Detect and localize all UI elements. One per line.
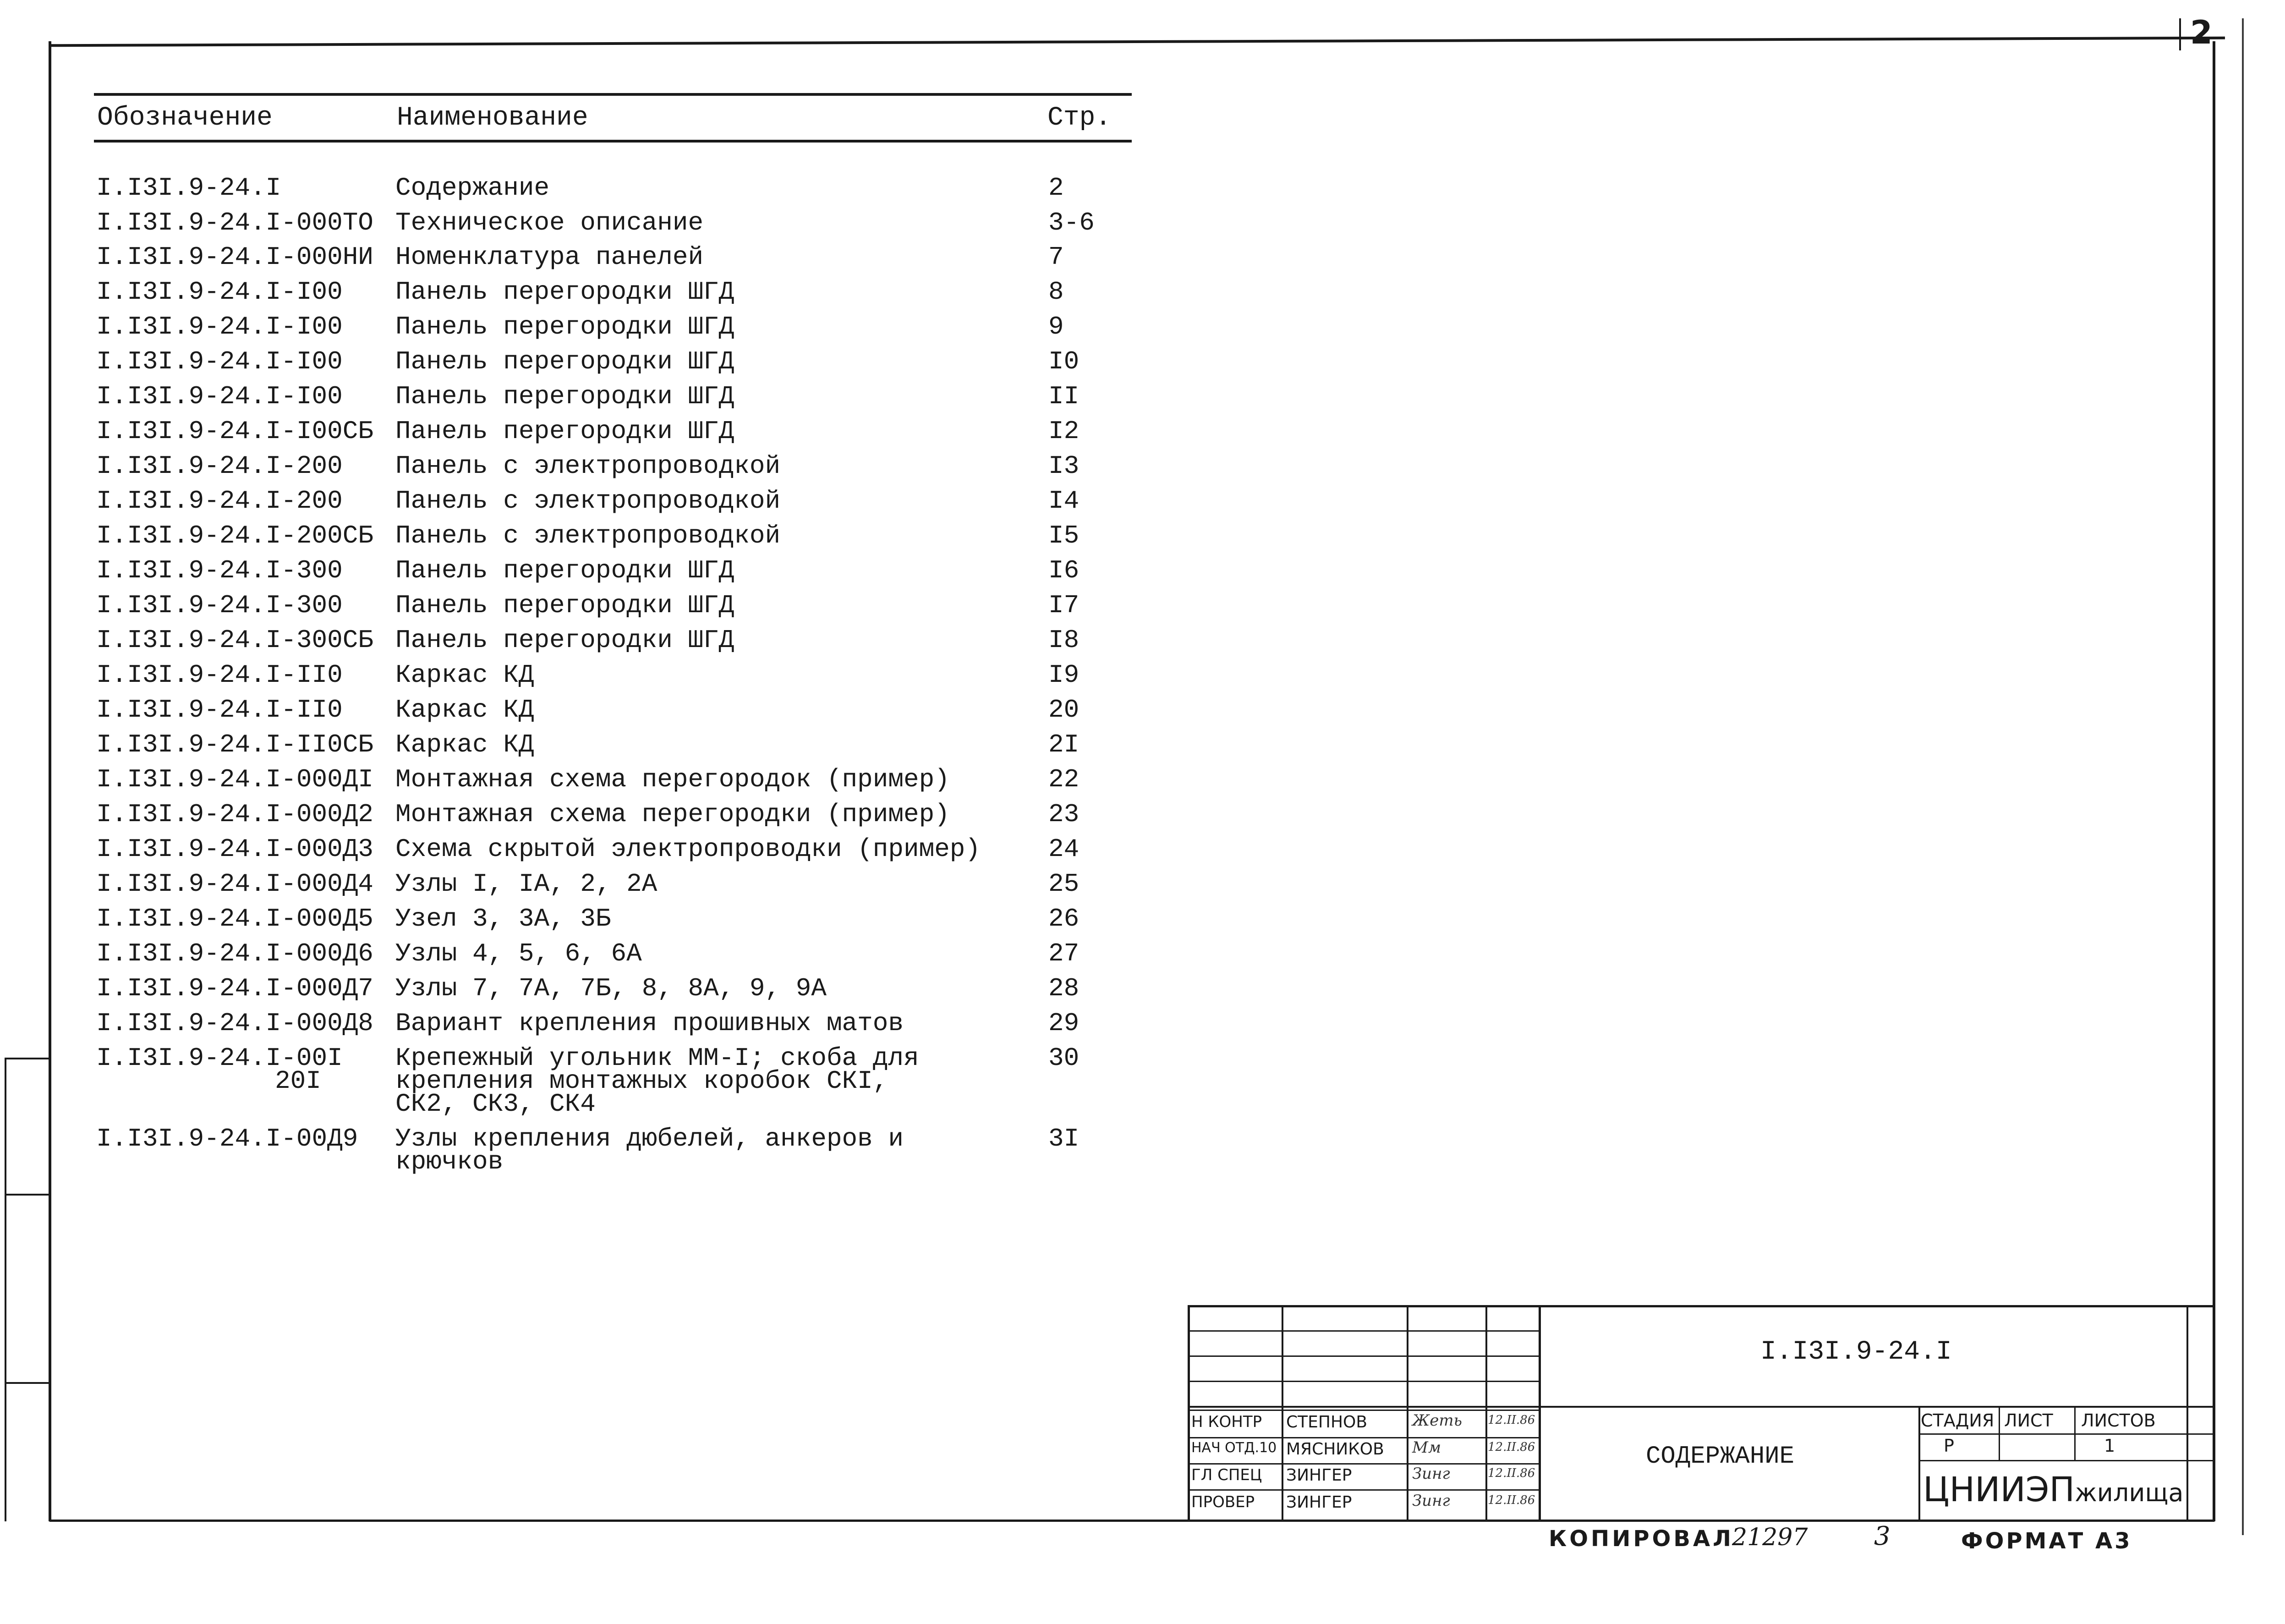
row-name: Панель перегородки ШГД [395, 625, 734, 655]
sheet-value: 1 [2104, 1436, 2115, 1456]
row-name: Панель с электропроводкой [395, 521, 781, 550]
row-name: Монтажная схема перегородки (пример) [395, 800, 950, 829]
row-code: I.I3I.9-24.I-000Д4 [96, 869, 373, 899]
row-code: I.I3I.9-24.I [96, 173, 281, 203]
row-code: I.I3I.9-24.I-000Д5 [96, 904, 373, 933]
table-row [0, 626, 1145, 661]
tb-grid [1188, 1437, 1540, 1438]
organization-suffix: жилища [2075, 1478, 2184, 1507]
row-code: I.I3I.9-24.I-I00СБ [96, 417, 373, 446]
row-page: I5 [1048, 521, 1079, 550]
row-page: 8 [1048, 277, 1064, 307]
row-code: I.I3I.9-24.I-I00 [96, 382, 343, 411]
row-code: I.I3I.9-24.I-I00 [96, 312, 343, 341]
table-row [0, 835, 1145, 870]
table-row [0, 940, 1145, 975]
row-page: I8 [1048, 625, 1079, 655]
header-name: Наименование [397, 103, 588, 133]
row-page: 2I [1048, 730, 1079, 759]
row-code: I.I3I.9-24.I-300 [96, 591, 343, 620]
table-row [0, 278, 1145, 313]
table-row [0, 592, 1145, 626]
row-name: Схема скрытой электропроводки (пример) [395, 834, 981, 864]
table-row [0, 1125, 1145, 1180]
sheet-tab-line [2179, 18, 2181, 50]
row-name: Каркас КД [395, 660, 534, 690]
table-row [0, 383, 1145, 417]
sig-name: СТЕПНОВ [1286, 1413, 1368, 1432]
row-code: I.I3I.9-24.I-000Д8 [96, 1009, 373, 1038]
row-code: I.I3I.9-24.I-000Д7 [96, 974, 373, 1003]
row-page: I9 [1048, 660, 1079, 690]
table-row [0, 557, 1145, 592]
table-row [0, 417, 1145, 452]
row-page: 27 [1048, 939, 1079, 968]
row-name: Панель перегородки ШГД [395, 417, 734, 446]
row-code: I.I3I.9-24.I-000Д6 [96, 939, 373, 968]
table-row [0, 870, 1145, 905]
tb-grid [1188, 1355, 1540, 1357]
sig-signature: Жеть [1412, 1411, 1463, 1430]
row-code: I.I3I.9-24.I-200 [96, 451, 343, 481]
sig-date: 12.II.86 [1488, 1440, 1535, 1454]
tb-grid [1282, 1305, 1283, 1521]
binding-strip-mid2 [5, 1382, 49, 1384]
tb-grid [1918, 1433, 2214, 1435]
row-name: Панель с электропроводкой [395, 486, 781, 516]
tb-grid [1407, 1305, 1408, 1521]
sig-signature: Зинг [1412, 1465, 1450, 1483]
table-row [0, 452, 1145, 487]
row-page: I6 [1048, 556, 1079, 585]
row-page: II [1048, 382, 1079, 411]
sig-name: ЗИНГЕР [1286, 1493, 1352, 1512]
row-code: I.I3I.9-24.I-000ТО [96, 208, 373, 237]
row-code: I.I3I.9-24.I-II0 [96, 660, 343, 690]
row-name-line2: крючков [395, 1147, 504, 1176]
doc-code: I.I3I.9-24.I [1760, 1337, 1952, 1367]
copy-page: 3 [1874, 1521, 1890, 1551]
row-page: 22 [1048, 765, 1079, 794]
row-code: I.I3I.9-24.I-II0СБ [96, 730, 373, 759]
sig-signature: Мм [1412, 1438, 1441, 1457]
tb-top [1188, 1305, 2214, 1307]
row-code: I.I3I.9-24.I-200 [96, 486, 343, 516]
table-row [0, 696, 1145, 731]
tb-grid [1188, 1406, 2214, 1408]
organization [1923, 1470, 2183, 1509]
sig-name: ЗИНГЕР [1286, 1466, 1352, 1485]
table-row [0, 975, 1145, 1010]
sig-role: НАЧ ОТД.10 [1191, 1440, 1277, 1456]
row-page: 23 [1048, 800, 1079, 829]
table-row [0, 313, 1145, 348]
copy-number: 21297 [1732, 1524, 1808, 1551]
row-name-line2: крепления монтажных коробок СКI, [395, 1066, 888, 1096]
tb-grid [1188, 1381, 1540, 1382]
row-name: Панель перегородки ШГД [395, 277, 734, 307]
tb-grid [1999, 1406, 2000, 1461]
table-row [0, 1010, 1145, 1044]
row-code: I.I3I.9-24.I-200СБ [96, 521, 373, 550]
row-name: Узлы 4, 5, 6, 6А [395, 939, 642, 968]
row-name: Панель перегородки ШГД [395, 556, 734, 585]
copied-label: КОПИРОВАЛ [1549, 1526, 1734, 1552]
row-code: I.I3I.9-24.I-I00 [96, 277, 343, 307]
row-name: Узлы 7, 7А, 7Б, 8, 8А, 9, 9А [395, 974, 827, 1003]
row-page: 7 [1048, 242, 1064, 272]
table-row [0, 1044, 1145, 1127]
row-page: 30 [1048, 1043, 1079, 1073]
row-page: 28 [1048, 974, 1079, 1003]
table-row [0, 661, 1145, 696]
row-code: I.I3I.9-24.I-I00 [96, 347, 343, 376]
row-name: Узел 3, 3А, 3Б [395, 904, 611, 933]
table-row [0, 174, 1145, 209]
table-row [0, 731, 1145, 766]
row-page: 26 [1048, 904, 1079, 933]
row-code: I.I3I.9-24.I-300СБ [96, 625, 373, 655]
sheet-label: ЛИСТ [2004, 1410, 2053, 1431]
row-code: I.I3I.9-24.I-000Д2 [96, 800, 373, 829]
sig-date: 12.II.86 [1488, 1413, 1535, 1427]
row-code: I.I3I.9-24.I-II0 [96, 695, 343, 724]
tb-grid [1188, 1463, 1540, 1465]
table-row [0, 209, 1145, 244]
tb-grid [1485, 1305, 1487, 1521]
row-page: 29 [1048, 1009, 1079, 1038]
row-code-continuation: 20I [275, 1066, 321, 1096]
row-page: I7 [1048, 591, 1079, 620]
table-row [0, 243, 1145, 278]
row-name: Каркас КД [395, 730, 534, 759]
row-page: I0 [1048, 347, 1079, 376]
row-name: Панель перегородки ШГД [395, 382, 734, 411]
row-name: Панель с электропроводкой [395, 451, 781, 481]
row-name: Номенклатура панелей [395, 242, 704, 272]
row-page: 2 [1048, 173, 1064, 203]
row-code: I.I3I.9-24.I-000НИ [96, 242, 373, 272]
row-page: I3 [1048, 451, 1079, 481]
toc-table [0, 0, 1145, 1237]
title-block [1188, 1305, 2214, 1521]
row-page: 3I [1048, 1124, 1079, 1153]
row-page: 9 [1048, 312, 1064, 341]
table-row [0, 487, 1145, 522]
sig-role: Н КОНТР [1191, 1413, 1262, 1431]
sig-name: МЯСНИКОВ [1286, 1440, 1384, 1459]
table-row [0, 801, 1145, 835]
row-code: I.I3I.9-24.I-000ДI [96, 765, 373, 794]
table-row [0, 348, 1145, 383]
stage-value: Р [1944, 1436, 1954, 1456]
row-name: Крепежный угольник ММ-I; скоба для [395, 1043, 919, 1073]
row-page: I2 [1048, 417, 1079, 446]
toc-header-rule [94, 140, 1132, 143]
sig-date: 12.II.86 [1488, 1493, 1535, 1507]
format-label: ФОРМАТ А3 [1961, 1528, 2132, 1554]
organization-name: ЦНИИЭП [1923, 1470, 2075, 1509]
row-name: Узлы крепления дюбелей, анкеров и [395, 1124, 904, 1153]
row-page: 3-6 [1048, 208, 1095, 237]
table-row [0, 905, 1145, 940]
tb-grid [1539, 1305, 1541, 1521]
tb-grid [1918, 1406, 1920, 1521]
row-page: 24 [1048, 834, 1079, 864]
row-name: Узлы I, IA, 2, 2A [395, 869, 658, 899]
sheet-number: 2 [2190, 14, 2213, 51]
row-name: Панель перегородки ШГД [395, 591, 734, 620]
row-name: Содержание [395, 173, 550, 203]
sig-role: ПРОВЕР [1191, 1493, 1255, 1511]
tb-grid [1188, 1410, 1540, 1411]
row-name: Техническое описание [395, 208, 704, 237]
row-name: Вариант крепления прошивных матов [395, 1009, 904, 1038]
row-name: Панель перегородки ШГД [395, 347, 734, 376]
header-code: Обозначение [97, 103, 273, 133]
header-page: Стр. [1047, 103, 1112, 133]
frame-right [2213, 41, 2215, 1521]
table-row [0, 766, 1145, 801]
row-name-line3: СК2, СК3, СК4 [395, 1089, 596, 1119]
tb-grid [2186, 1305, 2188, 1521]
tb-grid [1918, 1460, 2214, 1461]
row-page: 20 [1048, 695, 1079, 724]
row-page: I4 [1048, 486, 1079, 516]
row-code: I.I3I.9-24.I-300 [96, 556, 343, 585]
toc-top-rule [94, 93, 1132, 96]
row-name: Монтажная схема перегородок (пример) [395, 765, 950, 794]
row-name: Панель перегородки ШГД [395, 312, 734, 341]
doc-title: СОДЕРЖАНИЕ [1646, 1443, 1795, 1470]
row-code: I.I3I.9-24.I-000Д3 [96, 834, 373, 864]
sig-date: 12.II.86 [1488, 1466, 1535, 1480]
tb-grid [1188, 1489, 1540, 1491]
row-page: 25 [1048, 869, 1079, 899]
tb-grid [2074, 1406, 2076, 1461]
stage-label: СТАДИЯ [1921, 1410, 1995, 1431]
row-code: I.I3I.9-24.I-00Д9 [96, 1124, 358, 1153]
sig-role: ГЛ СПЕЦ [1191, 1466, 1262, 1484]
row-code: I.I3I.9-24.I-00I [96, 1043, 343, 1073]
table-row [0, 522, 1145, 557]
sheets-label: ЛИСТОВ [2081, 1410, 2156, 1431]
sig-signature: Зинг [1412, 1492, 1450, 1510]
row-name: Каркас КД [395, 695, 534, 724]
tb-grid [1188, 1330, 1540, 1332]
outer-right-edge [2242, 18, 2244, 1535]
